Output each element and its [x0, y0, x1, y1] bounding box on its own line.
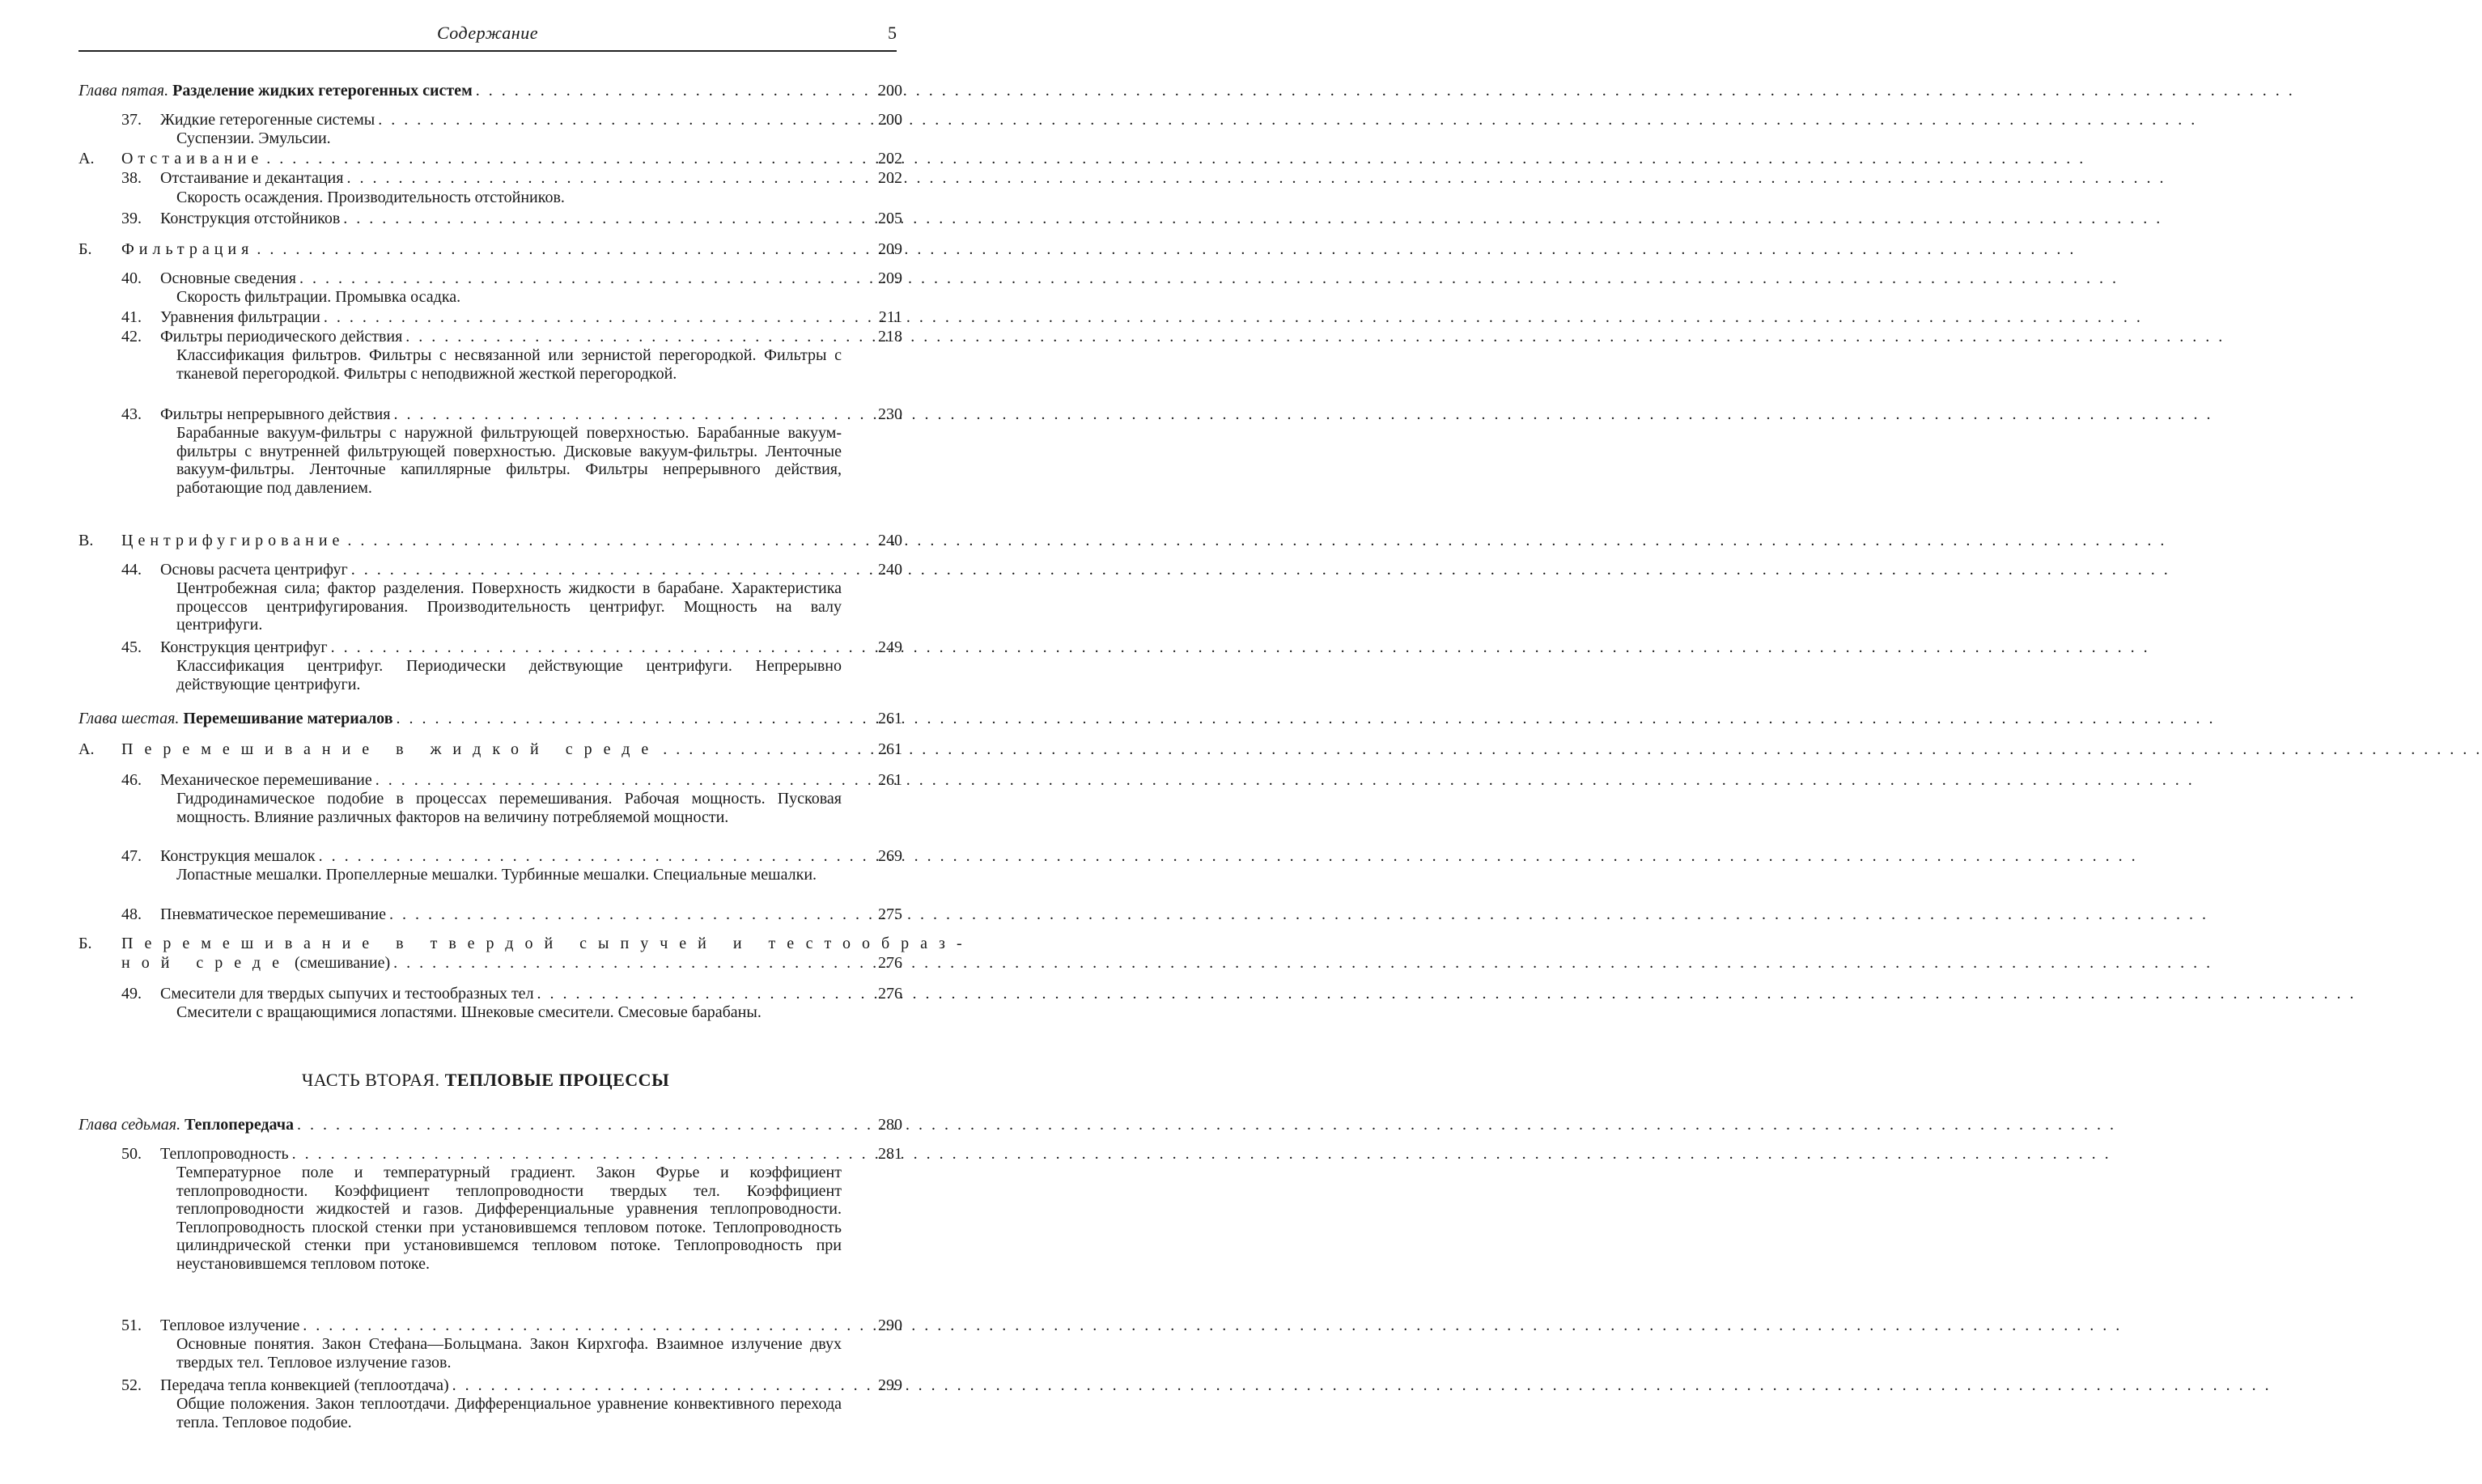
section-number: 40.	[121, 269, 142, 287]
section-description: Классификация фильтров. Фильтры с несвязанной или зернистой перегородкой. Фильтры с тканевой перегородкой. Фильтры с неподвижной жесткой перегородкой.	[176, 346, 842, 383]
section-description: Температурное поле и температурный градиент. Закон Фурье и коэффициент теплопроводности. Коэффициент теплопроводности твердых тел. Коэффициент теплопроводности жидкостей и газов. Дифференциальные уравнения теплопроводности. Теплопроводность плоской стенки при установившемся тепловом потоке. Теплопроводность цилиндрической стенки при установившемся тепловом потоке. Теплопроводность при неустановившемся тепловом потоке.	[176, 1164, 842, 1273]
section-description: Центробежная сила; фактор разделения. Поверхность жидкости в барабане. Характеристика процессов центрифугирования. Производительность центрифуг. Мощность на валу центрифуги.	[176, 579, 842, 634]
section-title: Основы расчета центрифуг	[160, 561, 351, 579]
section-page: 281	[878, 1145, 902, 1163]
section-page: 276	[878, 985, 902, 1003]
section-page: 290	[878, 1317, 902, 1334]
subdivision-title: Фильтрация	[121, 240, 257, 258]
chapter-label: Глава седьмая.	[78, 1116, 181, 1134]
section-number: 45.	[121, 638, 142, 656]
subdivision-page: 261	[878, 740, 902, 758]
section-page: 261	[878, 771, 902, 789]
section-title: Механическое перемешивание	[160, 771, 375, 789]
section-title: Смесители для твердых сыпучих и тестообразных тел	[160, 985, 537, 1003]
section-title: Конструкция отстойников	[160, 210, 343, 227]
chapter-page: 280	[878, 1116, 902, 1134]
section-title: Теплопроводность	[160, 1145, 292, 1163]
section-description: Лопастные мешалки. Пропеллерные мешалки. Турбинные мешалки. Специальные мешалки.	[176, 866, 817, 884]
section-description: Гидродинамическое подобие в процессах перемешивания. Рабочая мощность. Пусковая мощность. Влияние различных факторов на величину потребляемой мощности.	[176, 790, 842, 826]
part-heading	[0, 1070, 971, 1091]
section-number: 48.	[121, 905, 142, 923]
section-title: Конструкция мешалок	[160, 847, 319, 865]
section-number: 44.	[121, 561, 142, 579]
section-title: Фильтры периодического действия	[160, 328, 405, 346]
section-title: Отстаивание и декантация	[160, 169, 346, 187]
subdivision-letter: А.	[78, 150, 95, 167]
section-title: Фильтры непрерывного действия	[160, 405, 393, 423]
section-number: 50.	[121, 1145, 142, 1163]
section-number: 42.	[121, 328, 142, 346]
section-number: 39.	[121, 210, 142, 227]
section-page: 205	[878, 210, 902, 227]
subdivision-page: 202	[878, 150, 902, 167]
section-number: 49.	[121, 985, 142, 1003]
chapter-page: 261	[878, 710, 902, 727]
subdivision-title-line2: ной среде	[121, 954, 291, 972]
section-number: 47.	[121, 847, 142, 865]
subdivision-page: 276	[878, 954, 902, 972]
chapter-title: Теплопередача	[185, 1116, 295, 1134]
section-page: 299	[878, 1376, 902, 1394]
section-title: Основные сведения	[160, 269, 299, 287]
section-description: Суспензии. Эмульсии.	[176, 129, 331, 147]
header-rule	[78, 50, 897, 52]
section-description: Основные понятия. Закон Стефана—Больцмана. Закон Кирхгофа. Взаимное излучение двух твердых тел. Тепловое излучение газов.	[176, 1335, 842, 1372]
subdivision-letter: А.	[78, 740, 95, 758]
subdivision-title: Отстаивание	[121, 150, 266, 167]
subdivision-page: 209	[878, 240, 902, 258]
page-header	[78, 19, 897, 55]
subdivision-letter: Б.	[78, 240, 92, 258]
section-title: Передача тепла конвекцией (теплоотдача)	[160, 1376, 452, 1394]
section-number: 46.	[121, 771, 142, 789]
section-page: 209	[878, 269, 902, 287]
running-title: Содержание	[436, 23, 538, 43]
section-description: Скорость фильтрации. Промывка осадка.	[176, 288, 461, 306]
section-description: Общие положения. Закон теплоотдачи. Дифференциальное уравнение конвективного перехода тепла. Тепловое подобие.	[176, 1395, 842, 1431]
section-description: Классификация центрифуг. Периодически действующие центрифуги. Непрерывно действующие центрифуги.	[176, 657, 842, 693]
chapter-title: Перемешивание материалов	[183, 710, 393, 727]
section-page: 230	[878, 405, 902, 423]
section-description: Барабанные вакуум-фильтры с наружной фильтрующей поверхностью. Барабанные вакуум-фильтры с внутренней фильтрующей поверхностью. Дисковые вакуум-фильтры. Ленточные вакуум-фильтры. Ленточные капиллярные фильтры. Фильтры непрерывного действия, работающие под давлением.	[176, 424, 842, 497]
chapter-title: Разделение жидких гетерогенных систем	[172, 82, 473, 100]
subdivision-letter: В.	[78, 532, 94, 549]
section-title: Уравнения фильтрации	[160, 308, 324, 326]
section-page: 249	[878, 638, 902, 656]
subdivision-page: 240	[878, 532, 902, 549]
section-description: Смесители с вращающимися лопастями. Шнековые смесители. Смесовые барабаны.	[176, 1003, 762, 1021]
page-number: 5	[888, 23, 897, 43]
section-page: 200	[878, 111, 902, 129]
section-page: 202	[878, 169, 902, 187]
subdivision-letter: Б.	[78, 935, 92, 952]
section-title: Конструкция центрифуг	[160, 638, 331, 656]
section-page: 240	[878, 561, 902, 579]
section-title: Пневматическое перемешивание	[160, 905, 389, 923]
section-title: Тепловое излучение	[160, 1317, 303, 1334]
section-number: 38.	[121, 169, 142, 187]
section-number: 52.	[121, 1376, 142, 1394]
subdivision-title-line1: Перемешивание в твердой сыпучей и тестообраз-	[121, 935, 974, 952]
chapter-label: Глава пятая.	[78, 82, 169, 100]
chapter-page: 200	[878, 82, 902, 100]
section-number: 37.	[121, 111, 142, 129]
chapter-label: Глава шестая.	[78, 710, 180, 727]
subdivision-title: Перемешивание в жидкой среде	[121, 740, 663, 758]
subdivision-title: Центрифугирование	[121, 532, 347, 549]
document-page	[0, 0, 974, 1484]
part-title: ТЕПЛОВЫЕ ПРОЦЕССЫ	[444, 1070, 670, 1090]
section-number: 51.	[121, 1317, 142, 1334]
section-number: 41.	[121, 308, 142, 326]
part-label: ЧАСТЬ ВТОРАЯ.	[301, 1070, 440, 1090]
section-number: 43.	[121, 405, 142, 423]
subdivision-title-paren: (смешивание)	[294, 954, 391, 972]
section-page: 269	[878, 847, 902, 865]
section-page: 218	[878, 328, 902, 346]
section-description: Скорость осаждения. Производительность отстойников.	[176, 189, 565, 206]
section-page: 211	[878, 308, 902, 326]
section-page: 275	[878, 905, 902, 923]
section-title: Жидкие гетерогенные системы	[160, 111, 378, 129]
